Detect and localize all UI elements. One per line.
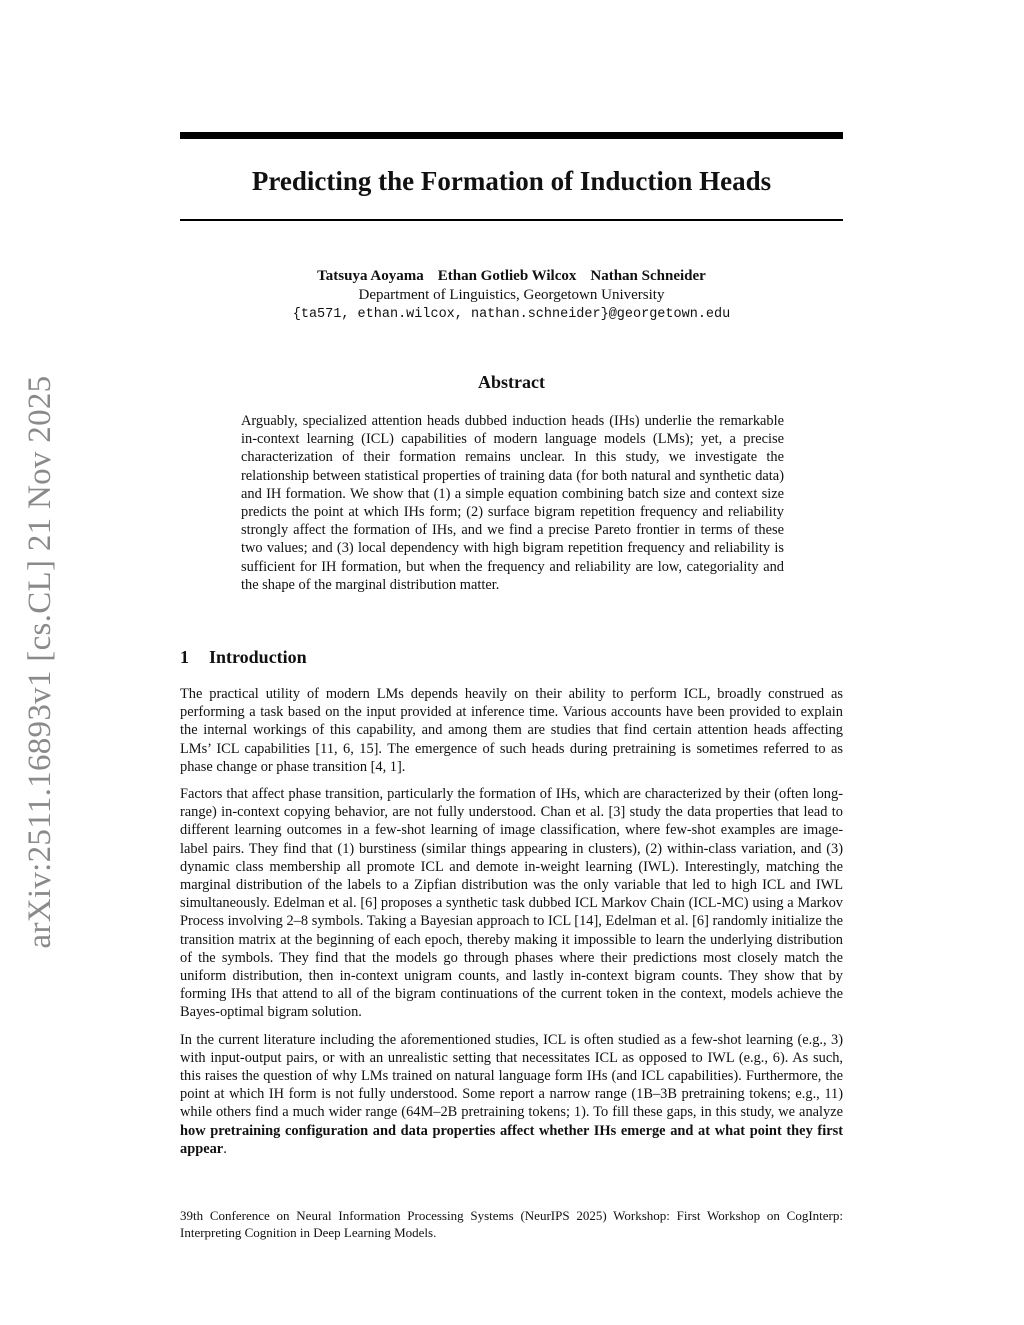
abstract-text: Arguably, specialized attention heads dubbed induction heads (IHs) underlie the remarkable in-context learning (ICL) capabilities of modern language models (LMs); yet, a precise characterization of their formation remains unclear. In this study, we investigate the relationship between statistical properties of training data (for both natural and synthetic data) and IH formation. We show that (1) a simple equation combining batch size and context size predicts the point at which IHs form; (2) surface bigram repetition frequency and reliability strongly affect the formation of IHs, and we find a precise Pareto frontier in terms of these two values; and (3) local dependency with high bigram repetition frequency and reliability is sufficient for IH formation, but when the frequency and reliability are low, categoriality and the shape of the marginal distribution matter. — [241, 413, 784, 593]
section-heading — [180, 645, 307, 669]
author-emails: {ta571, ethan.wilcox, nathan.schneider}@georgetown.edu — [292, 307, 731, 322]
paragraph-text: In the current literature including the aforementioned studies, ICL is often studied as a few-shot learning (e.g., 3) with input-output pairs, or with an unrealistic setting that necessitates ICL as opposed to IWL (e.g., 6). As such, this raises the question of why LMs trained on natural language form IHs (and ICL capabilities). Furthermore, the point at which IH form is not fully understood. Some report a narrow range (1B–3B pretraining tokens; e.g., 11) while others find a much wider range (64M–2B pretraining tokens; 1). To fill these gaps, in this study, we analyze — [180, 1031, 843, 1121]
paragraph: The practical utility of modern LMs depends heavily on their ability to perform ICL, broadly construed as performing a task based on the input provided at inference time. Various accounts have been provided to explain the internal workings of this capability, and among them are studies that find certain attention heads affecting LMs’ ICL capabilities [11, 6, 15]. The emergence of such heads during pretraining is sometimes referred to as phase change or phase transition [4, 1]. — [180, 686, 843, 775]
section-number: 1 — [180, 647, 189, 667]
affiliation: Department of Linguistics, Georgetown University — [358, 287, 665, 303]
author-name: Nathan Schneider — [590, 268, 706, 284]
author-block — [180, 267, 843, 324]
title-rule-top — [180, 132, 843, 139]
paragraph-end: . — [223, 1140, 227, 1157]
paragraph: Factors that affect phase transition, particularly the formation of IHs, which are characterized by their (often long-range) in-context copying behavior, are not fully understood. Chan et al. [3] study the data properties that lead to different learning outcomes in a few-shot learning of image classification, where few-shot examples are image-label pairs. They find that (1) burstiness (similar things appearing in clusters), (2) within-class variation, and (3) dynamic class membership all promote ICL and demote in-weight learning (IWL). Interestingly, matching the marginal distribution of the labels to a Zipfian distribution was the only variable that led to high ICL and IWL simultaneously. Edelman et al. [6] proposes a synthetic task dubbed ICL Markov Chain (ICL-MC) using a Markov Process involving 2–8 symbols. Taking a Bayesian approach to ICL [14], Edelman et al. [6] randomly initialize the transition matrix at the beginning of each epoch, thereby making it impossible to learn the underlying distribution of the symbols. They find that the models go through phases where their predictions most closely match the uniform distribution, then in-context unigram counts, and lastly in-context bigram counts. They show that by forming IHs that attend to all of the bigram continuations of the current token in the context, models achieve the Bayes-optimal bigram solution. — [180, 786, 843, 1021]
paragraph-emphasis: how pretraining configuration and data properties affect whether IHs emerge and at what point they first appear — [180, 1122, 843, 1157]
author-names — [180, 267, 843, 286]
title-rule-bottom — [180, 219, 843, 221]
paragraph — [180, 1031, 843, 1158]
author-name: Ethan Gotlieb Wilcox — [437, 268, 577, 284]
conference-footnote: 39th Conference on Neural Information Processing Systems (NeurIPS 2025) Workshop: First Workshop on CogInterp: Interpreting Cognition in Deep Learning Models. — [180, 1208, 843, 1240]
section-title: Introduction — [209, 647, 307, 667]
introduction-body — [180, 685, 843, 1167]
abstract-heading: Abstract — [478, 372, 545, 392]
arxiv-identifier: arXiv:2511.16893v1 [cs.CL] 21 Nov 2025 — [22, 375, 58, 949]
paper-title: Predicting the Formation of Induction Heads — [251, 166, 772, 196]
author-name: Tatsuya Aoyama — [317, 268, 424, 284]
